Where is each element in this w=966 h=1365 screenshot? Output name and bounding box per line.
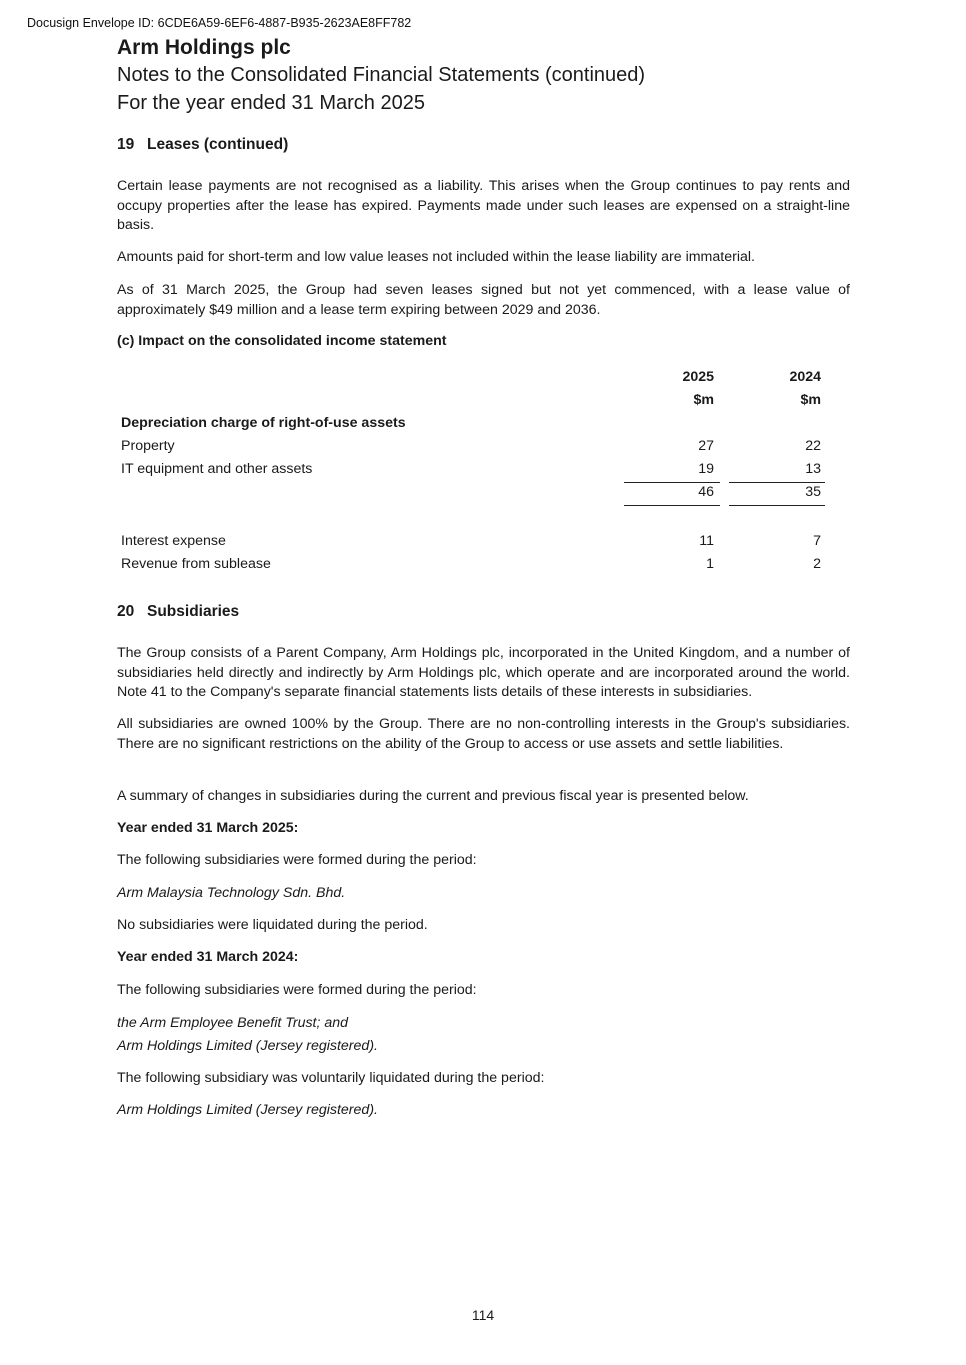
year-2024-formed-intro: The following subsidiaries were formed during the period: [117, 982, 477, 998]
section-19-number: 19 [117, 136, 135, 153]
row-value-2025: 1 [706, 556, 714, 572]
row-value-2025: 27 [698, 438, 714, 454]
total-rule-2024 [729, 505, 825, 506]
subsidiaries-paragraph-2: All subsidiaries are owned 100% by the Group. There are no non-controlling interests in the Group's subsidiaries. There are no significant restrictions on the ability of the Group to access or use assets and settle liabilities. [117, 716, 850, 752]
table-total-row [117, 484, 850, 504]
table-row [117, 461, 850, 481]
row-value-2025: 11 [699, 533, 714, 549]
year-2024-formed-item-1: the Arm Employee Benefit Trust; and [117, 1015, 349, 1031]
page-number: 114 [471, 1307, 495, 1323]
table-header-units [117, 392, 850, 412]
year-2025-liquidated: No subsidiaries were liquidated during the period. [117, 917, 428, 933]
row-value-2024: 22 [805, 438, 821, 454]
year-2025-formed-list: Arm Malaysia Technology Sdn. Bhd. [117, 885, 346, 901]
row-label: Property [121, 438, 175, 454]
table-row [117, 556, 850, 576]
row-value-2024: 2 [813, 556, 821, 572]
col-2024-unit: $m [800, 392, 821, 408]
leases-paragraph-1: Certain lease payments are not recognised as a liability. This arises when the Group continues to pay rents and occupy properties after the lease has expired. Payments made under such leases are expensed on a straight-line basis. [117, 178, 850, 233]
section-20-title: Subsidiaries [147, 603, 240, 620]
row-label: Revenue from sublease [121, 556, 271, 572]
subtotal-rule-2024 [729, 482, 825, 483]
section-19-heading [117, 136, 288, 154]
envelope-id: Docusign Envelope ID: 6CDE6A59-6EF6-4887-B935-2623AE8FF782 [27, 16, 412, 30]
row-value-2024: 7 [813, 533, 821, 549]
year-2024-liquidated-intro: The following subsidiary was voluntarily liquidated during the period: [117, 1070, 545, 1086]
leases-paragraph-2: Amounts paid for short-term and low value leases not included within the lease liability are immaterial. [117, 249, 755, 265]
document-title: Notes to the Consolidated Financial Statements (continued) [117, 64, 646, 86]
depreciation-heading: Depreciation charge of right-of-use assets [121, 415, 406, 431]
year-2025-formed-intro: The following subsidiaries were formed during the period: [117, 852, 477, 868]
row-label: IT equipment and other assets [121, 461, 313, 477]
year-2024-formed-item-2: Arm Holdings Limited (Jersey registered). [117, 1038, 378, 1054]
col-2025-year: 2025 [682, 369, 714, 385]
document-period: For the year ended 31 March 2025 [117, 92, 425, 114]
leases-paragraph-3: As of 31 March 2025, the Group had seven leases signed but not yet commenced, with a lease value of approximately $49 million and a lease term expiring between 2029 and 2036. [117, 282, 850, 318]
year-2024-heading: Year ended 31 March 2024: [117, 949, 299, 965]
section-19-title: Leases (continued) [147, 136, 289, 153]
row-label: Interest expense [121, 533, 226, 549]
subsidiaries-paragraph-3: A summary of changes in subsidiaries during the current and previous fiscal year is presented below. [117, 788, 749, 804]
table-group-heading [117, 415, 850, 435]
row-value-2025: 19 [698, 461, 714, 477]
year-2024-liquidated-item: Arm Holdings Limited (Jersey registered). [117, 1102, 378, 1118]
col-2025-unit: $m [693, 392, 714, 408]
income-statement-subheading: (c) Impact on the consolidated income statement [117, 333, 447, 349]
row-value-2024: 13 [805, 461, 821, 477]
table-header-years [117, 369, 850, 389]
total-2025: 46 [698, 484, 714, 500]
section-20-heading [117, 603, 239, 621]
company-name: Arm Holdings plc [117, 36, 291, 59]
subtotal-rule-2025 [624, 482, 720, 483]
total-rule-2025 [624, 505, 720, 506]
total-2024: 35 [805, 484, 821, 500]
col-2024-year: 2024 [789, 369, 821, 385]
year-2025-heading: Year ended 31 March 2025: [117, 820, 299, 836]
section-20-number: 20 [117, 603, 135, 620]
table-row [117, 533, 850, 553]
subsidiaries-paragraph-1: The Group consists of a Parent Company, Arm Holdings plc, incorporated in the United Kingdom, and a number of subsidiaries held directly and indirectly by Arm Holdings plc, which operate and are incorporated around the world. Note 41 to the Company's separate financial statements lists details of these interests in subsidiaries. [117, 645, 850, 700]
table-row [117, 438, 850, 458]
